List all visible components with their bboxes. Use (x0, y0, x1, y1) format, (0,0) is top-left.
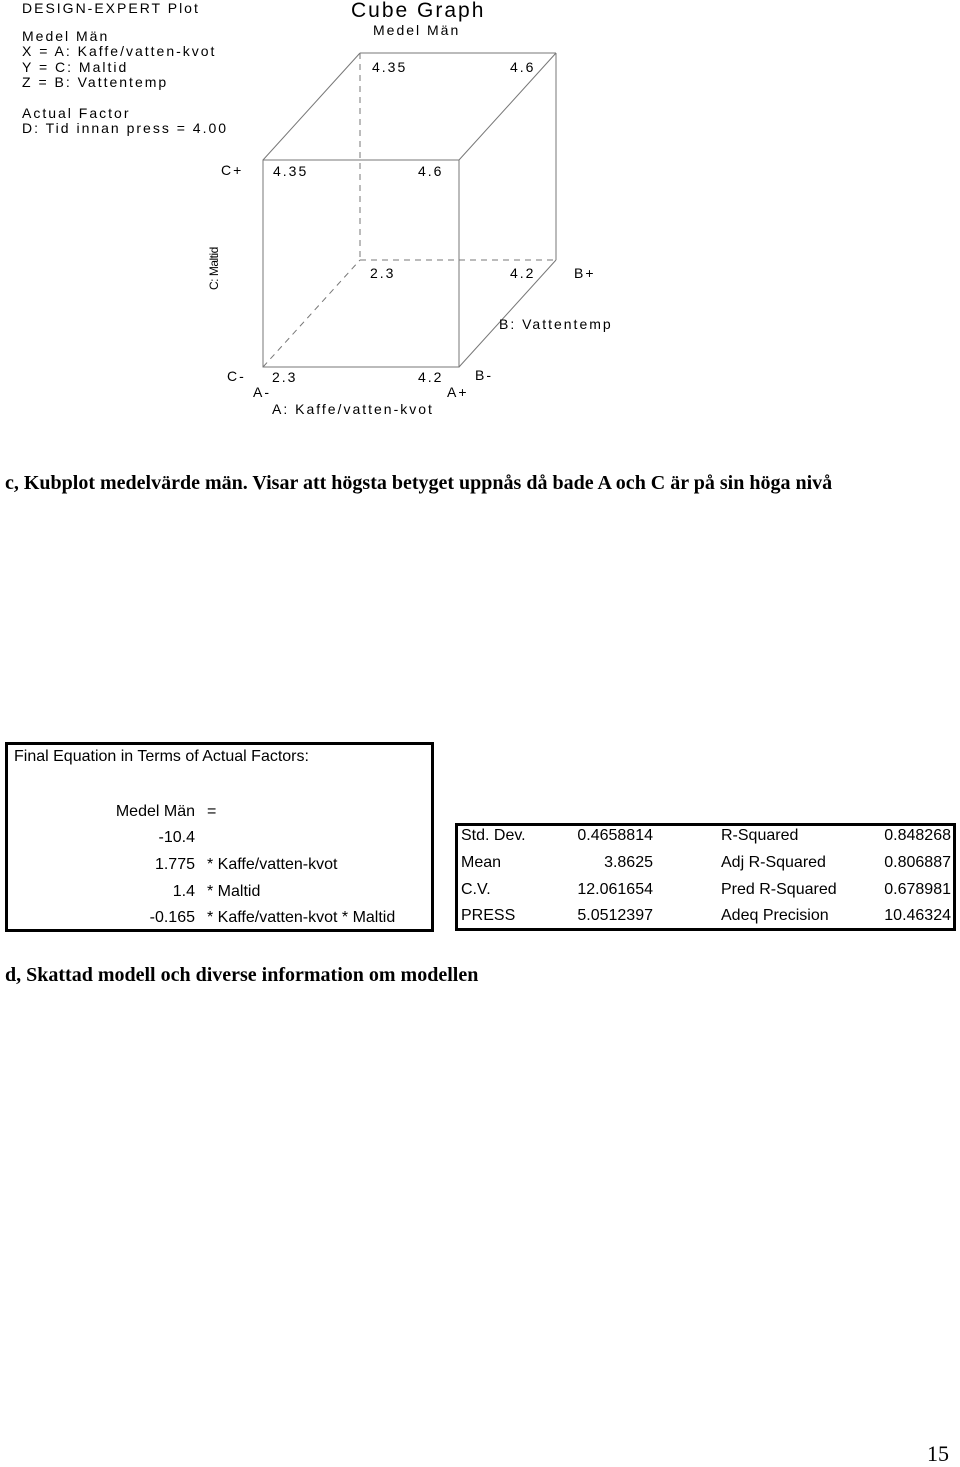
label-a-axis: A: Kaffe/vatten-kvot (272, 401, 434, 417)
cube-subtitle: Medel Män (373, 22, 461, 38)
page-number: 15 (927, 1441, 949, 1466)
value-front-top-right: 4.6 (418, 163, 444, 179)
label-b-plus: B+ (574, 265, 596, 281)
stat-label: PRESS (461, 907, 516, 924)
plot-header-title: DESIGN-EXPERT Plot (22, 0, 200, 16)
stat-value: 3.8625 (604, 854, 653, 871)
equation-response: Medel Män (115, 803, 195, 820)
value-back-bottom-right: 4.2 (510, 265, 536, 281)
caption-d: d, Skattad modell och diverse information om modellen (5, 964, 479, 986)
equation-coef: -0.165 (149, 909, 195, 926)
label-c-minus: C- (227, 368, 246, 384)
label-c-plus: C+ (221, 162, 244, 178)
equation-coef: 1.775 (154, 856, 195, 873)
cube-title: Cube Graph (351, 0, 486, 22)
stat-value: 0.678981 (884, 881, 951, 898)
equation-term: * Kaffe/vatten-kvot (207, 856, 338, 873)
value-back-bottom-left: 2.3 (370, 265, 396, 281)
stat-value: 5.0512397 (577, 907, 653, 924)
plot-header-x: X = A: Kaffe/vatten-kvot (22, 43, 217, 59)
value-front-bottom-left: 2.3 (272, 369, 298, 385)
plot-header-z: Z = B: Vattentemp (22, 74, 169, 90)
stat-label: Adeq Precision (721, 907, 829, 924)
equation-coef: 1.4 (172, 883, 195, 900)
stat-label: Adj R-Squared (721, 854, 826, 871)
equation-box (5, 742, 434, 932)
equation-term: * Maltid (207, 883, 261, 900)
label-b-minus: B- (475, 367, 493, 383)
stat-label: Std. Dev. (461, 827, 526, 844)
plot-header-response: Medel Män (22, 28, 110, 44)
value-back-top-right: 4.6 (510, 59, 536, 75)
stat-label: Mean (461, 854, 502, 871)
stat-label: C.V. (461, 881, 491, 898)
plot-header-y: Y = C: Maltid (22, 59, 129, 75)
caption-c: c, Kubplot medelvärde män. Visar att högsta betyget uppnås då bade A och C är på sin höga nivå (5, 472, 833, 494)
stat-value: 0.4658814 (577, 827, 653, 844)
stat-label: R-Squared (721, 827, 799, 844)
label-b-axis: B: Vattentemp (499, 316, 613, 332)
equation-heading: Final Equation in Terms of Actual Factors: (14, 748, 309, 765)
value-front-bottom-right: 4.2 (418, 369, 444, 385)
stat-value: 10.46324 (884, 907, 951, 924)
equation-term: * Kaffe/vatten-kvot * Maltid (207, 909, 396, 926)
stat-value: 0.848268 (884, 827, 951, 844)
actual-factor-value: D: Tid innan press = 4.00 (22, 120, 229, 136)
stat-label: Pred R-Squared (721, 881, 837, 898)
stat-value: 0.806887 (884, 854, 951, 871)
equation-coef: -10.4 (158, 829, 195, 846)
equation-equals: = (207, 803, 217, 820)
actual-factor-label: Actual Factor (22, 105, 131, 121)
label-c-axis: C: Maltid (207, 247, 221, 290)
value-front-top-left: 4.35 (273, 163, 309, 179)
value-back-top-left: 4.35 (372, 59, 408, 75)
stat-value: 12.061654 (577, 881, 653, 898)
label-a-minus: A- (253, 384, 271, 400)
label-a-plus: A+ (447, 384, 469, 400)
